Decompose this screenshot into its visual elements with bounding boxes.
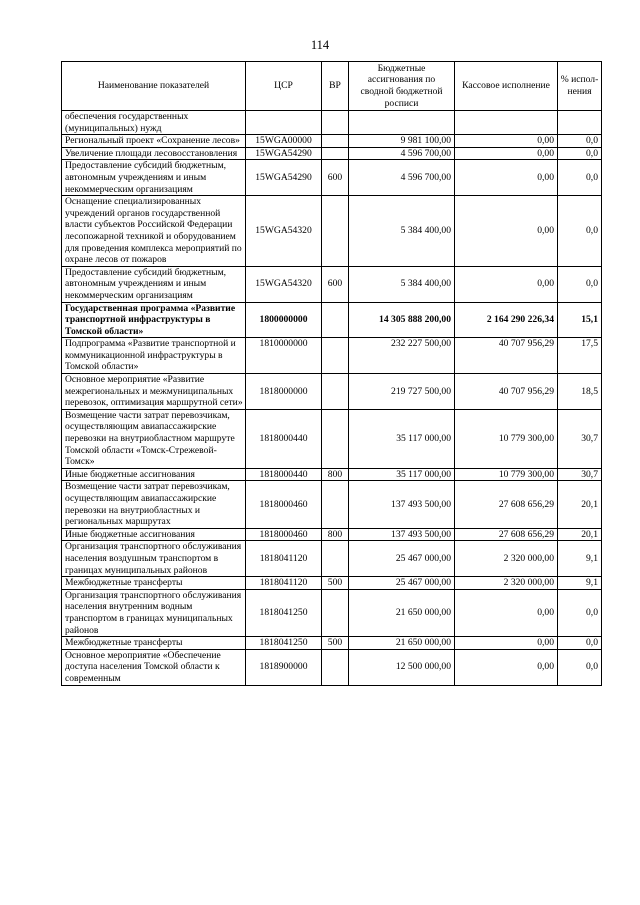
cell-pct: 0,0 [558, 589, 602, 636]
cell-cash [455, 111, 558, 135]
cell-cash: 2 320 000,00 [455, 577, 558, 590]
cell-cash: 0,00 [455, 135, 558, 148]
cell-cash: 0,00 [455, 589, 558, 636]
cell-name: Межбюджетные трансферты [62, 577, 246, 590]
cell-name: Иные бюджетные ассигнования [62, 468, 246, 481]
cell-csr [246, 111, 322, 135]
table-row [62, 111, 602, 135]
cell-pct: 17,5 [558, 338, 602, 374]
table-header-row [62, 62, 602, 111]
cell-csr: 1818000440 [246, 409, 322, 468]
cell-vr [322, 338, 349, 374]
cell-cash: 0,00 [455, 266, 558, 302]
cell-name: Возмещение части затрат перевозчикам, осуществляющим авиапассажирские перевозки на внутриобластном маршруте Томской области «Томск-Стрежевой-Томск» [62, 409, 246, 468]
cell-pct: 30,7 [558, 468, 602, 481]
cell-cash: 27 608 656,29 [455, 528, 558, 541]
cell-vr [322, 374, 349, 410]
header-name: Наименование показателей [62, 62, 246, 111]
cell-vr [322, 135, 349, 148]
cell-vr: 600 [322, 160, 349, 196]
header-cash: Кассовое исполнение [455, 62, 558, 111]
table-row [62, 541, 602, 577]
cell-budget: 4 596 700,00 [349, 160, 455, 196]
cell-budget: 137 493 500,00 [349, 528, 455, 541]
cell-vr [322, 589, 349, 636]
cell-vr [322, 649, 349, 685]
cell-cash: 27 608 656,29 [455, 481, 558, 528]
table-row [62, 147, 602, 160]
table-row [62, 266, 602, 302]
cell-budget: 12 500 000,00 [349, 649, 455, 685]
cell-budget: 4 596 700,00 [349, 147, 455, 160]
cell-cash: 40 707 956,29 [455, 338, 558, 374]
table-body [62, 111, 602, 686]
cell-cash: 0,00 [455, 147, 558, 160]
cell-budget: 5 384 400,00 [349, 196, 455, 267]
cell-budget: 35 117 000,00 [349, 468, 455, 481]
cell-vr [322, 409, 349, 468]
cell-csr: 1818041120 [246, 577, 322, 590]
cell-vr [322, 302, 349, 338]
cell-budget: 25 467 000,00 [349, 541, 455, 577]
cell-pct: 0,0 [558, 147, 602, 160]
cell-csr: 15WGA54320 [246, 266, 322, 302]
table-row [62, 409, 602, 468]
cell-budget: 219 727 500,00 [349, 374, 455, 410]
cell-budget: 9 981 100,00 [349, 135, 455, 148]
table-row [62, 589, 602, 636]
cell-cash: 0,00 [455, 196, 558, 267]
cell-csr: 1818041250 [246, 637, 322, 650]
table-row [62, 338, 602, 374]
cell-vr [322, 111, 349, 135]
cell-budget: 137 493 500,00 [349, 481, 455, 528]
cell-csr: 15WGA54290 [246, 147, 322, 160]
cell-name: Иные бюджетные ассигнования [62, 528, 246, 541]
cell-name: Межбюджетные трансферты [62, 637, 246, 650]
cell-cash: 10 779 300,00 [455, 409, 558, 468]
cell-name: Государственная программа «Развитие транспортной инфраструктуры в Томской области» [62, 302, 246, 338]
cell-cash: 2 164 290 226,34 [455, 302, 558, 338]
cell-pct: 0,0 [558, 266, 602, 302]
cell-vr: 500 [322, 577, 349, 590]
cell-csr: 15WGA54320 [246, 196, 322, 267]
cell-budget: 232 227 500,00 [349, 338, 455, 374]
cell-pct: 0,0 [558, 649, 602, 685]
cell-cash: 0,00 [455, 637, 558, 650]
cell-csr: 1810000000 [246, 338, 322, 374]
cell-name: Основное мероприятие «Обеспечение доступа населения Томской области к современным [62, 649, 246, 685]
cell-vr [322, 196, 349, 267]
cell-name: обеспечения государственных (муниципальных) нужд [62, 111, 246, 135]
cell-pct: 0,0 [558, 135, 602, 148]
cell-name: Предоставление субсидий бюджетным, автономным учреждениям и иным некоммерческим организациям [62, 266, 246, 302]
cell-cash: 40 707 956,29 [455, 374, 558, 410]
cell-vr [322, 481, 349, 528]
header-percent: % испол-нения [558, 62, 602, 111]
cell-pct: 9,1 [558, 541, 602, 577]
cell-csr: 1818000460 [246, 481, 322, 528]
cell-name: Организация транспортного обслуживания населения внутренним водным транспортом в границах муниципальных районов [62, 589, 246, 636]
cell-name: Организация транспортного обслуживания населения воздушным транспортом в границах муниципальных районов [62, 541, 246, 577]
cell-name: Увеличение площади лесовосстановления [62, 147, 246, 160]
cell-cash: 2 320 000,00 [455, 541, 558, 577]
table-row [62, 160, 602, 196]
cell-pct [558, 111, 602, 135]
cell-name: Основное мероприятие «Развитие межрегиональных и межмуниципальных перевозок, оптимизация маршрутной сети» [62, 374, 246, 410]
cell-csr: 1818041250 [246, 589, 322, 636]
cell-name: Оснащение специализированных учреждений органов государственной власти субъектов Российской Федерации лесопожарной техникой и оборудованием для проведения комплекса мероприятий по охране лесов от пожаров [62, 196, 246, 267]
cell-pct: 9,1 [558, 577, 602, 590]
budget-table [61, 61, 602, 686]
cell-vr [322, 147, 349, 160]
table-row [62, 528, 602, 541]
cell-pct: 0,0 [558, 160, 602, 196]
cell-csr: 1800000000 [246, 302, 322, 338]
cell-budget: 35 117 000,00 [349, 409, 455, 468]
cell-cash: 10 779 300,00 [455, 468, 558, 481]
table-row [62, 637, 602, 650]
cell-csr: 1818041120 [246, 541, 322, 577]
page-number: 114 [310, 38, 330, 52]
cell-vr: 600 [322, 266, 349, 302]
table-row [62, 196, 602, 267]
cell-csr: 1818000460 [246, 528, 322, 541]
cell-csr: 15WGA54290 [246, 160, 322, 196]
cell-csr: 1818000000 [246, 374, 322, 410]
cell-csr: 1818900000 [246, 649, 322, 685]
cell-vr: 500 [322, 637, 349, 650]
cell-name: Возмещение части затрат перевозчикам, осуществляющим авиапассажирские перевозки на внутриобластных и региональных маршрутах [62, 481, 246, 528]
cell-pct: 15,1 [558, 302, 602, 338]
table-row [62, 302, 602, 338]
cell-pct: 0,0 [558, 637, 602, 650]
cell-pct: 18,5 [558, 374, 602, 410]
cell-cash: 0,00 [455, 160, 558, 196]
cell-budget: 14 305 888 200,00 [349, 302, 455, 338]
header-budget: Бюджетные ассигнования по сводной бюджетной росписи [349, 62, 455, 111]
table-row [62, 468, 602, 481]
table-row [62, 649, 602, 685]
cell-budget: 21 650 000,00 [349, 589, 455, 636]
table-row [62, 577, 602, 590]
cell-name: Предоставление субсидий бюджетным, автономным учреждениям и иным некоммерческим организациям [62, 160, 246, 196]
cell-vr [322, 541, 349, 577]
cell-pct: 0,0 [558, 196, 602, 267]
header-csr: ЦСР [246, 62, 322, 111]
cell-name: Подпрограмма «Развитие транспортной и коммуникационной инфраструктуры в Томской области» [62, 338, 246, 374]
cell-pct: 20,1 [558, 528, 602, 541]
cell-vr: 800 [322, 468, 349, 481]
header-vr: ВР [322, 62, 349, 111]
cell-budget: 21 650 000,00 [349, 637, 455, 650]
cell-csr: 1818000440 [246, 468, 322, 481]
table-row [62, 135, 602, 148]
table-row [62, 481, 602, 528]
cell-name: Региональный проект «Сохранение лесов» [62, 135, 246, 148]
cell-budget [349, 111, 455, 135]
cell-budget: 25 467 000,00 [349, 577, 455, 590]
cell-vr: 800 [322, 528, 349, 541]
cell-budget: 5 384 400,00 [349, 266, 455, 302]
cell-pct: 20,1 [558, 481, 602, 528]
table-row [62, 374, 602, 410]
cell-pct: 30,7 [558, 409, 602, 468]
cell-csr: 15WGA00000 [246, 135, 322, 148]
cell-cash: 0,00 [455, 649, 558, 685]
